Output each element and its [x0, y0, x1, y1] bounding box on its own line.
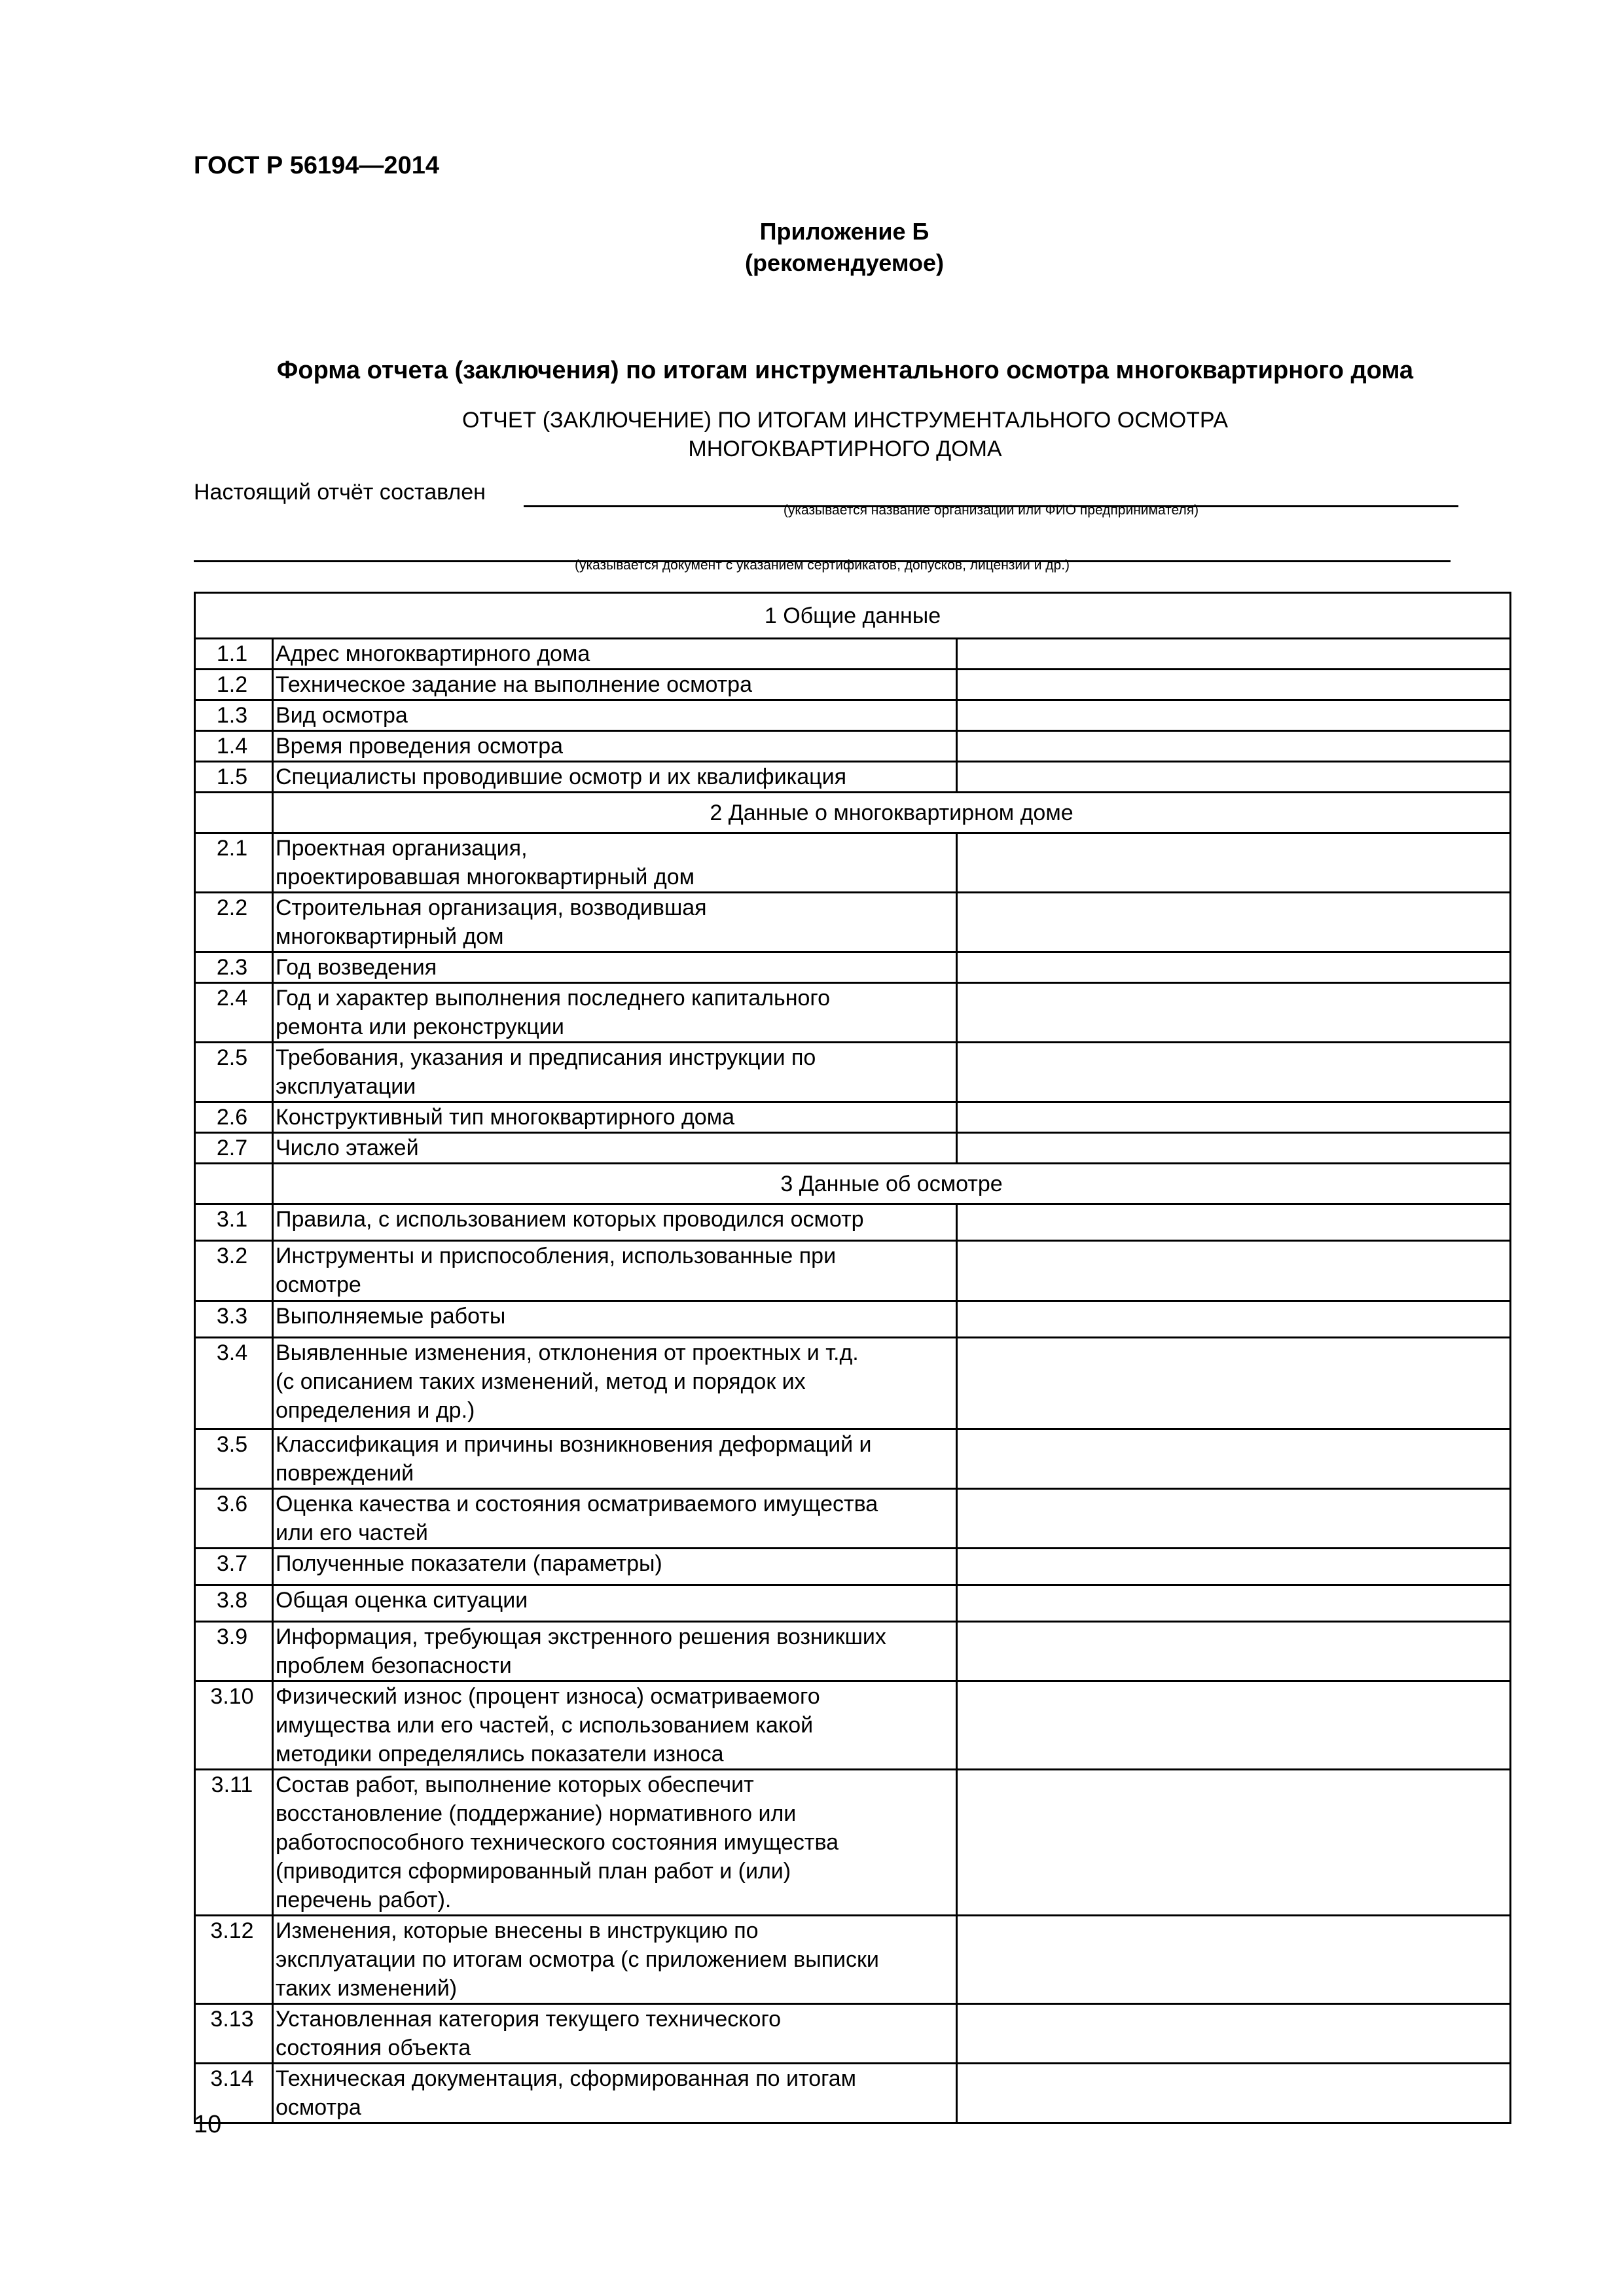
- item-value-cell[interactable]: [957, 1489, 1511, 1549]
- table-row: [195, 762, 1511, 793]
- item-number: 3.3: [195, 1301, 273, 1338]
- item-value-cell[interactable]: [957, 1770, 1511, 1916]
- item-value-cell[interactable]: [957, 1241, 1511, 1301]
- table-row: [195, 1338, 1511, 1429]
- item-description: Установленная категория текущего технического состояния объекта: [273, 2004, 957, 2064]
- item-description: Адрес многоквартирного дома: [273, 639, 957, 670]
- item-number: 3.6: [195, 1489, 273, 1549]
- item-value-cell[interactable]: [957, 731, 1511, 762]
- table-row: [195, 1133, 1511, 1164]
- item-number: 1.5: [195, 762, 273, 793]
- section-header-row: [195, 593, 1511, 639]
- item-value-cell[interactable]: [957, 1429, 1511, 1489]
- item-description: Общая оценка ситуации: [273, 1585, 957, 1622]
- item-description: Правила, с использованием которых проводился осмотр: [273, 1204, 957, 1241]
- item-value-cell[interactable]: [957, 762, 1511, 793]
- item-description: Год и характер выполнения последнего капитального ремонта или реконструкции: [273, 983, 957, 1043]
- item-number: 2.3: [195, 952, 273, 983]
- table-row: [195, 1549, 1511, 1585]
- item-number: 3.8: [195, 1585, 273, 1622]
- table-row: [195, 670, 1511, 700]
- table-row: [195, 1301, 1511, 1338]
- item-value-cell[interactable]: [957, 1102, 1511, 1133]
- item-number: 3.14: [195, 2064, 273, 2123]
- report-form-body: [195, 593, 1511, 2123]
- item-value-cell[interactable]: [957, 1133, 1511, 1164]
- item-number: 2.5: [195, 1043, 273, 1102]
- item-number: 3.5: [195, 1429, 273, 1489]
- item-value-cell[interactable]: [957, 833, 1511, 893]
- item-value-cell[interactable]: [957, 983, 1511, 1043]
- section-num-cell: [195, 1164, 273, 1204]
- annex-heading: [0, 216, 1624, 279]
- item-description: Оценка качества и состояния осматриваемого имущества или его частей: [273, 1489, 957, 1549]
- item-number: 3.11: [195, 1770, 273, 1916]
- item-value-cell[interactable]: [957, 1204, 1511, 1241]
- item-description: Состав работ, выполнение которых обеспечит восстановление (поддержание) нормативного или работоспособного технического состояния имущества (приводится сформированный план работ и (или) перечень работ).: [273, 1770, 957, 1916]
- item-number: 1.1: [195, 639, 273, 670]
- documents-hint: (указывается документ с указанием сертификатов, допусков, лицензии и др.): [574, 558, 1070, 573]
- report-title-line2: МНОГОКВАРТИРНОГО ДОМА: [688, 437, 1002, 461]
- item-number: 3.1: [195, 1204, 273, 1241]
- item-number: 3.12: [195, 1916, 273, 2004]
- table-row: [195, 833, 1511, 893]
- item-value-cell[interactable]: [957, 1301, 1511, 1338]
- table-row: [195, 1429, 1511, 1489]
- table-row: [195, 1043, 1511, 1102]
- item-description: Выявленные изменения, отклонения от проектных и т.д. (с описанием таких изменений, метод и порядок их определения и др.): [273, 1338, 957, 1429]
- item-number: 2.2: [195, 893, 273, 952]
- annex-label: Приложение Б: [759, 218, 929, 245]
- item-value-cell[interactable]: [957, 1585, 1511, 1622]
- item-description: Конструктивный тип многоквартирного дома: [273, 1102, 957, 1133]
- organization-hint: (указывается название организации или ФИО предпринимателя): [783, 503, 1199, 518]
- item-number: 3.13: [195, 2004, 273, 2064]
- item-description: Год возведения: [273, 952, 957, 983]
- table-row: [195, 952, 1511, 983]
- report-form-table: [194, 592, 1511, 2124]
- item-number: 2.1: [195, 833, 273, 893]
- item-description: Проектная организация, проектировавшая многоквартирный дом: [273, 833, 957, 893]
- item-number: 3.9: [195, 1622, 273, 1681]
- table-row: [195, 1489, 1511, 1549]
- section-header-row: [195, 1164, 1511, 1204]
- item-number: 3.10: [195, 1681, 273, 1770]
- item-value-cell[interactable]: [957, 2064, 1511, 2123]
- item-value-cell[interactable]: [957, 1916, 1511, 2004]
- table-row: [195, 700, 1511, 731]
- item-value-cell[interactable]: [957, 952, 1511, 983]
- item-number: 2.4: [195, 983, 273, 1043]
- item-number: 2.6: [195, 1102, 273, 1133]
- item-description: Инструменты и приспособления, использованные при осмотре: [273, 1241, 957, 1301]
- standard-code: ГОСТ Р 56194—2014: [194, 152, 439, 179]
- item-number: 2.7: [195, 1133, 273, 1164]
- table-row: [195, 893, 1511, 952]
- item-description: Вид осмотра: [273, 700, 957, 731]
- item-value-cell[interactable]: [957, 2004, 1511, 2064]
- table-row: [195, 1241, 1511, 1301]
- item-value-cell[interactable]: [957, 1681, 1511, 1770]
- section-num-cell: [195, 793, 273, 833]
- section-header-row: [195, 793, 1511, 833]
- item-description: Техническая документация, сформированная по итогам осмотра: [273, 2064, 957, 2123]
- item-value-cell[interactable]: [957, 1043, 1511, 1102]
- item-value-cell[interactable]: [957, 700, 1511, 731]
- item-number: 3.4: [195, 1338, 273, 1429]
- table-row: [195, 2004, 1511, 2064]
- annex-status: (рекомендуемое): [745, 249, 944, 276]
- table-row: [195, 1770, 1511, 1916]
- item-value-cell[interactable]: [957, 1549, 1511, 1585]
- section-title: 1 Общие данные: [195, 593, 1511, 639]
- item-description: Техническое задание на выполнение осмотра: [273, 670, 957, 700]
- table-row: [195, 983, 1511, 1043]
- table-row: [195, 1585, 1511, 1622]
- item-description: Изменения, которые внесены в инструкцию по эксплуатации по итогам осмотра (с приложением выписки таких изменений): [273, 1916, 957, 2004]
- item-description: Выполняемые работы: [273, 1301, 957, 1338]
- item-value-cell[interactable]: [957, 893, 1511, 952]
- item-value-cell[interactable]: [957, 639, 1511, 670]
- section-title: 3 Данные об осмотре: [273, 1164, 1511, 1204]
- item-description: Время проведения осмотра: [273, 731, 957, 762]
- item-description: Строительная организация, возводившая многоквартирный дом: [273, 893, 957, 952]
- report-title-line1: ОТЧЕТ (ЗАКЛЮЧЕНИЕ) ПО ИТОГАМ ИНСТРУМЕНТАЛЬНОГО ОСМОТРА: [461, 408, 1229, 433]
- table-row: [195, 1622, 1511, 1681]
- compiled-by-label: Настоящий отчёт составлен: [194, 480, 486, 505]
- table-row: [195, 2064, 1511, 2123]
- item-number: 1.4: [195, 731, 273, 762]
- item-description: Информация, требующая экстренного решения возникших проблем безопасности: [273, 1622, 957, 1681]
- table-row: [195, 1681, 1511, 1770]
- item-number: 3.7: [195, 1549, 273, 1585]
- section-title: 2 Данные о многоквартирном доме: [273, 793, 1511, 833]
- item-description: Специалисты проводившие осмотр и их квалификация: [273, 762, 957, 793]
- item-value-cell[interactable]: [957, 670, 1511, 700]
- item-value-cell[interactable]: [957, 1622, 1511, 1681]
- item-number: 3.2: [195, 1241, 273, 1301]
- item-value-cell[interactable]: [957, 1338, 1511, 1429]
- item-description: Требования, указания и предписания инструкции по эксплуатации: [273, 1043, 957, 1102]
- table-row: [195, 731, 1511, 762]
- item-description: Число этажей: [273, 1133, 957, 1164]
- page-number: 10: [194, 2111, 222, 2138]
- item-description: Классификация и причины возникновения деформаций и повреждений: [273, 1429, 957, 1489]
- item-number: 1.3: [195, 700, 273, 731]
- item-number: 1.2: [195, 670, 273, 700]
- table-row: [195, 639, 1511, 670]
- table-row: [195, 1102, 1511, 1133]
- item-description: Физический износ (процент износа) осматриваемого имущества или его частей, с использованием какой методики определялись показатели износа: [273, 1681, 957, 1770]
- form-title: Форма отчета (заключения) по итогам инструментального осмотра многоквартирного дома: [276, 357, 1414, 384]
- table-row: [195, 1204, 1511, 1241]
- table-row: [195, 1916, 1511, 2004]
- item-description: Полученные показатели (параметры): [273, 1549, 957, 1585]
- report-title: [194, 406, 1496, 463]
